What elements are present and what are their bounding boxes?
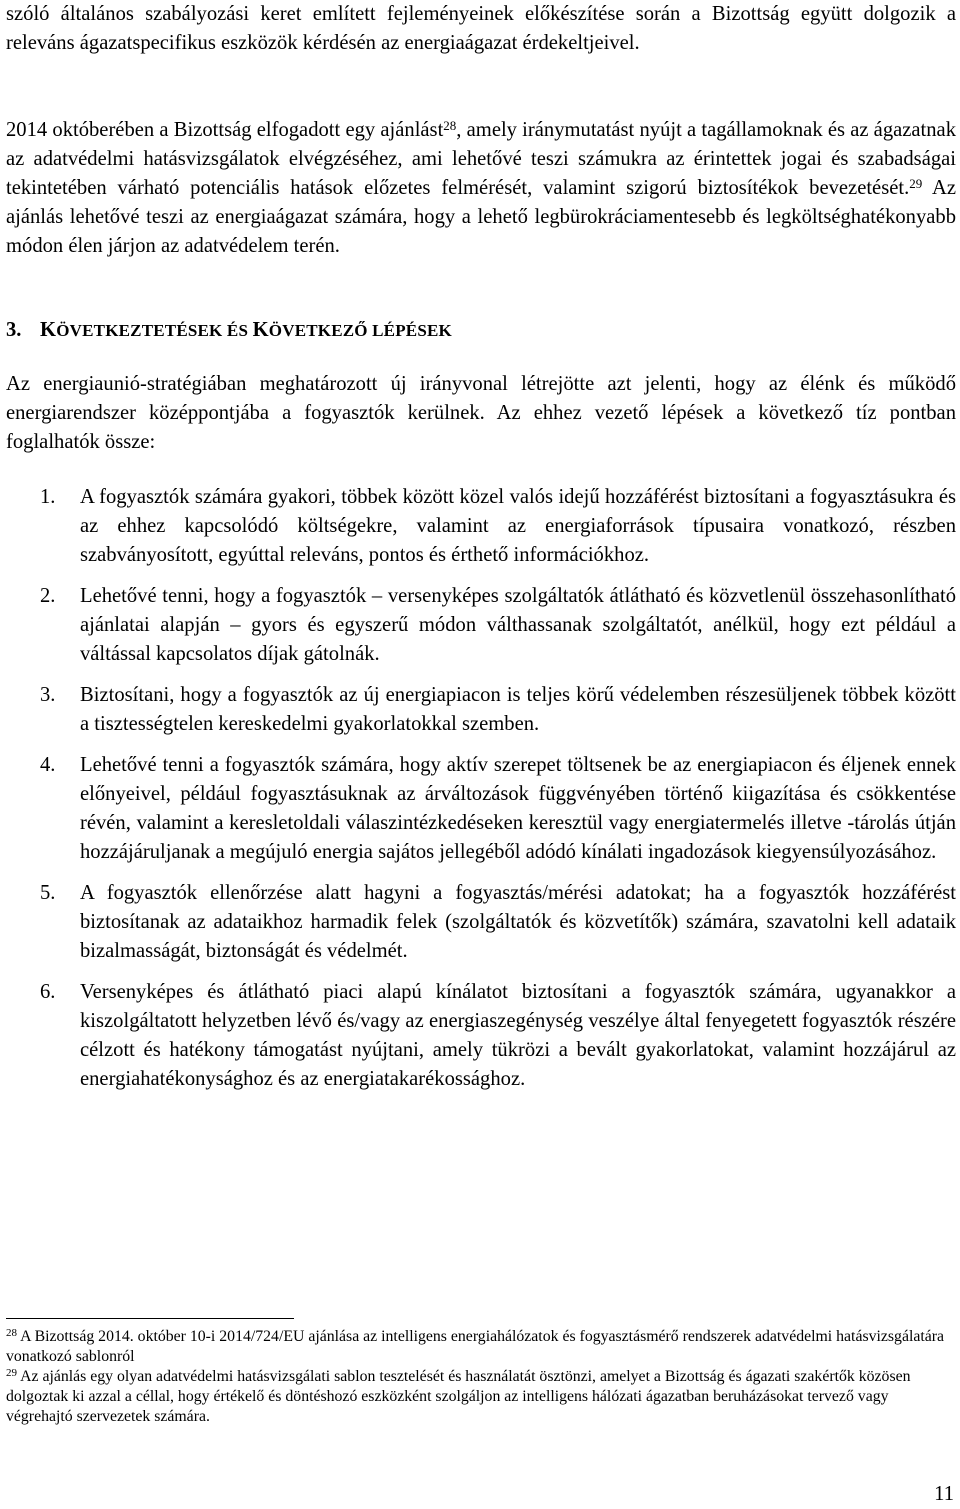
list-item (6, 483, 956, 570)
page-number: 11 (934, 1483, 954, 1505)
section-number: 3. (6, 319, 22, 341)
list-item (6, 751, 956, 867)
footnote-divider (6, 1318, 294, 1319)
footnote-number: 29 (6, 1367, 17, 1379)
list-item-number: 2. (40, 585, 56, 607)
numbered-list (6, 483, 956, 1094)
list-item-number: 3. (40, 684, 56, 706)
footnote-28 (6, 1327, 956, 1367)
list-item-text: Lehetővé tenni a fogyasztók számára, hogy aktív szerepet töltsenek be az energiapiacon és éljenek ennek előnyeivel, például fogyasztásuknak az árváltozások függvényében történő kiigazítása és csökkentése révén, valamint a keresletoldali válaszintézkedéseken keresztül vagy energiatermelés illetve -tárolás útján hozzájáruljanak a megújuló energia sajátos jellegéből adódó kínálati ingadozások kiegyensúlyozásához. (80, 754, 956, 863)
list-item (6, 879, 956, 966)
footnotes (6, 1327, 956, 1427)
list-item-number: 4. (40, 754, 56, 776)
list-item-text: Versenyképes és átlátható piaci alapú kínálatot biztosítani a fogyasztók számára, ugyanakkor a kiszolgáltatott helyzetben lévő és/vagy az energiaszegénység veszélye által fenyegetett fogyasztók részére célzott és hatékony támogatást nyújtani, amely tükrözi a bevált gyakorlatokat, valamint hozzájárul az energiahatékonysághoz és az energiatakarékossághoz. (80, 981, 956, 1090)
list-item-number: 1. (40, 486, 56, 508)
footnote-text: A Bizottság 2014. október 10-i 2014/724/EU ajánlása az intelligens energiahálózatok és fogyasztásmérő rendszerek adatvédelmi hatásvizsgálatára vonatkozó sablonról (6, 1328, 945, 1365)
recommendation-text-c: Az ajánlás lehetővé teszi az energiaágazat számára, hogy a lehető legbürokráciamentesebb és legköltséghatékonyabb módon élen járjon az adatvédelem terén. (6, 177, 956, 257)
list-item (6, 582, 956, 669)
footnote-text: Az ajánlás egy olyan adatvédelmi hatásvizsgálati sablon tesztelését és használatát ösztönzi, amelyet a Bizottság és ágazati szakértők közösen dolgoztak ki azzal a céllal, hogy értékelő és döntéshozó eszközként szolgáljon az intelligens hálózati ágazatban beruházásokat tervező vagy végrehajtó szervezetek számára. (6, 1368, 911, 1425)
list-item-text: A fogyasztók ellenőrzése alatt hagyni a fogyasztás/mérési adatokat; ha a fogyasztók hozzáférést biztosítanak az adataikhoz harmadik felek (szolgáltatók és közvetítők) számára, szavatolni kell adataik bizalmasságát, biztonságát és védelmét. (80, 882, 956, 962)
list-item-text: Lehetővé tenni, hogy a fogyasztók – versenyképes szolgáltatók átlátható és közvetlenül összehasonlítható ajánlatai alapján – gyors és egyszerű módon válthassanak szolgáltatót, anélkül, hogy ezt például a váltással kapcsolatos díjak gátolnák. (80, 585, 956, 665)
footnote-ref-29[interactable]: 29 (909, 176, 923, 191)
recommendation-text-b: , amely iránymutatást nyújt a tagállamoknak és az ágazatnak az adatvédelmi hatásvizsgálatok elvégzéséhez, ami lehetővé teszi számukra az érintettek jogai és szabadságai tekintetében várható potenciális hatások előzetes felmérését, valamint szigorú biztosítékok bevezetését. (6, 119, 956, 199)
list-item-text: Biztosítani, hogy a fogyasztók az új energiapiacon is teljes körű védelemben részesüljenek többek között a tisztességtelen kereskedelmi gyakorlatokkal szemben. (80, 684, 956, 735)
footnote-ref-28[interactable]: 28 (443, 118, 457, 133)
footnote-number: 28 (6, 1327, 17, 1339)
list-item-text: A fogyasztók számára gyakori, többek között közel valós idejű hozzáférést biztosítani a fogyasztásukra és az ehhez kapcsolódó költségekre, valamint az energiaforrások típusaira vonatkozó, részben szabványosított, egyúttal releváns, pontos és érthető információkhoz. (80, 486, 956, 566)
list-item (6, 681, 956, 739)
list-item-number: 6. (40, 981, 56, 1003)
recommendation-paragraph (6, 116, 956, 261)
footnote-29 (6, 1367, 956, 1427)
intro-paragraph: szóló általános szabályozási keret említett fejleményeinek előkészítése során a Bizottság együtt dolgozik a releváns ágazatspecifikus eszközök kérdésén az energiaágazat érdekeltjeivel. (6, 3, 956, 54)
section-title: KÖVETKEZTETÉSEK ÉS KÖVETKEZŐ LÉPÉSEK (40, 319, 452, 341)
list-item-number: 5. (40, 882, 56, 904)
list-item (6, 978, 956, 1094)
conclusion-paragraph: Az energiaunió-stratégiában meghatározott új irányvonal létrejötte azt jelenti, hogy az élénk és működő energiarendszer középpontjába a fogyasztók kerülnek. Az ehhez vezető lépések a következő tíz pontban foglalhatók össze: (6, 373, 956, 453)
recommendation-text-a: 2014 októberében a Bizottság elfogadott egy ajánlást (6, 119, 444, 141)
section-heading (6, 316, 452, 345)
